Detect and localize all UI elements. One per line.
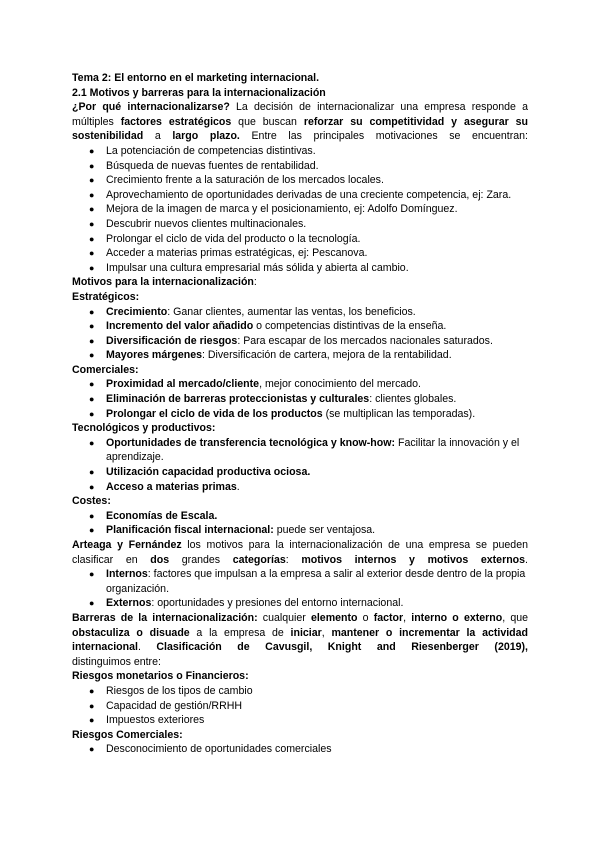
bullet-icon: ● [89, 379, 95, 390]
riesgos-comerciales-list [72, 742, 528, 757]
bullet-icon: ● [89, 145, 95, 156]
list-item: ● Búsqueda de nuevas fuentes de rentabilidad. [89, 159, 319, 172]
list-item: ● Economías de Escala. [89, 509, 218, 522]
comerciales-list [72, 377, 528, 421]
list-item: ● Oportunidades de transferencia tecnológica y know-how: Facilitar la innovación y el aprendizaje. [89, 436, 520, 464]
bullet-icon: ● [89, 189, 95, 200]
riesgos-comerciales-heading: Riesgos Comerciales: [72, 728, 183, 741]
bullet-icon: ● [89, 248, 95, 259]
bullet-icon: ● [89, 744, 95, 755]
bullet-icon: ● [89, 306, 95, 317]
tecnologicos-heading: Tecnológicos y productivos: [72, 422, 216, 435]
motivos-heading: Motivos para la internacionalización: [72, 276, 257, 289]
list-item: ● Riesgos de los tipos de cambio [89, 684, 253, 697]
bullet-icon: ● [89, 160, 95, 171]
bullet-icon: ● [89, 262, 95, 273]
list-item: ● Externos: oportunidades y presiones del entorno internacional. [89, 597, 404, 610]
bullet-icon: ● [89, 437, 95, 448]
bullet-icon: ● [89, 569, 95, 580]
costes-heading: Costes: [72, 495, 111, 508]
intro-paragraph: ¿Por qué internacionalizarse? La decisión de internacionalizar una empresa responde a múltiples factores estratégicos que buscan reforzar su competitividad y asegurar su sostenibilidad a largo plazo. Entre las principales motivaciones se encuentran: [72, 101, 528, 143]
riesgos-monetarios-heading: Riesgos monetarios o Financieros: [72, 670, 249, 683]
list-item: ● Diversificación de riesgos: Para escapar de los mercados nacionales saturados. [89, 334, 493, 347]
bullet-icon: ● [89, 233, 95, 244]
list-item: ● Acceso a materias primas. [89, 480, 240, 493]
internos-externos-list [72, 567, 528, 611]
bullet-icon: ● [89, 350, 95, 361]
list-item: ● Impulsar una cultura empresarial más sólida y abierta al cambio. [89, 261, 409, 274]
list-item: ● Proximidad al mercado/cliente, mejor conocimiento del mercado. [89, 378, 422, 391]
bullet-icon: ● [89, 321, 95, 332]
list-item: ● Mejora de la imagen de marca y el posicionamiento, ej: Adolfo Domínguez. [89, 203, 458, 216]
list-item: ● Planificación fiscal internacional: puede ser ventajosa. [89, 524, 376, 537]
list-item: ● Utilización capacidad productiva ociosa. [89, 466, 311, 479]
arteaga-paragraph: Arteaga y Fernández los motivos para la internacionalización de una empresa se pueden clasificar en dos grandes categorías: motivos internos y motivos externos. [72, 539, 528, 566]
list-item: ● Prolongar el ciclo de vida de los productos (se multiplican las temporadas). [89, 407, 476, 420]
bullet-icon: ● [89, 335, 95, 346]
bullet-icon: ● [89, 598, 95, 609]
list-item: ● Prolongar el ciclo de vida del producto o la tecnología. [89, 232, 361, 245]
bullet-icon: ● [89, 700, 95, 711]
list-item: ● Incremento del valor añadido o competencias distintivas de la enseña. [89, 320, 447, 333]
bullet-icon: ● [89, 685, 95, 696]
bullet-icon: ● [89, 394, 95, 405]
list-item: ● Impuestos exteriores [89, 714, 205, 727]
riesgos-monetarios-list [72, 684, 528, 728]
list-item: ● La potenciación de competencias distintivas. [89, 144, 316, 157]
list-item: ● Aprovechamiento de oportunidades derivadas de una creciente competencia, ej: Zara. [89, 188, 512, 201]
document-page [72, 71, 528, 757]
list-item: ● Mayores márgenes: Diversificación de cartera, mejora de la rentabilidad. [89, 349, 452, 362]
bullet-icon: ● [89, 204, 95, 215]
motivations-list [72, 144, 528, 275]
section-heading: 2.1 Motivos y barreras para la internacionalización [72, 86, 326, 99]
estrategicos-heading: Estratégicos: [72, 290, 140, 303]
bullet-icon: ● [89, 408, 95, 419]
barreras-distinguimos: distinguimos entre: [72, 655, 161, 668]
costes-list [72, 509, 528, 538]
list-item: ● Crecimiento frente a la saturación de los mercados locales. [89, 174, 384, 187]
list-item: ● Capacidad de gestión/RRHH [89, 699, 243, 712]
bullet-icon: ● [89, 481, 95, 492]
bullet-icon: ● [89, 715, 95, 726]
list-item: ● Eliminación de barreras proteccionistas y culturales: clientes globales. [89, 393, 457, 406]
bullet-icon: ● [89, 467, 95, 478]
estrategicos-list [72, 305, 528, 363]
bullet-icon: ● [89, 510, 95, 521]
list-item: ● Descubrir nuevos clientes multinacionales. [89, 217, 307, 230]
document-title: Tema 2: El entorno en el marketing internacional. [72, 72, 320, 84]
comerciales-heading: Comerciales: [72, 363, 139, 376]
tecnologicos-list [72, 436, 528, 494]
list-item: ● Acceder a materias primas estratégicas, ej: Pescanova. [89, 247, 368, 260]
list-item: ● Desconocimiento de oportunidades comerciales [89, 743, 332, 756]
list-item: ● Internos: factores que impulsan a la empresa a salir al exterior desde dentro de la propia organización. [89, 568, 526, 595]
bullet-icon: ● [89, 175, 95, 186]
bullet-icon: ● [89, 525, 95, 536]
list-item: ● Crecimiento: Ganar clientes, aumentar las ventas, los beneficios. [89, 305, 416, 318]
barreras-paragraph: Barreras de la internacionalización: cualquier elemento o factor, interno o externo, que obstaculiza o disuade a la empresa de iniciar, mantener o incrementar la actividad internacional. Clasificación de Cavusgil, Knight and Riesenberger (2019), [72, 611, 528, 654]
bullet-icon: ● [89, 218, 95, 229]
